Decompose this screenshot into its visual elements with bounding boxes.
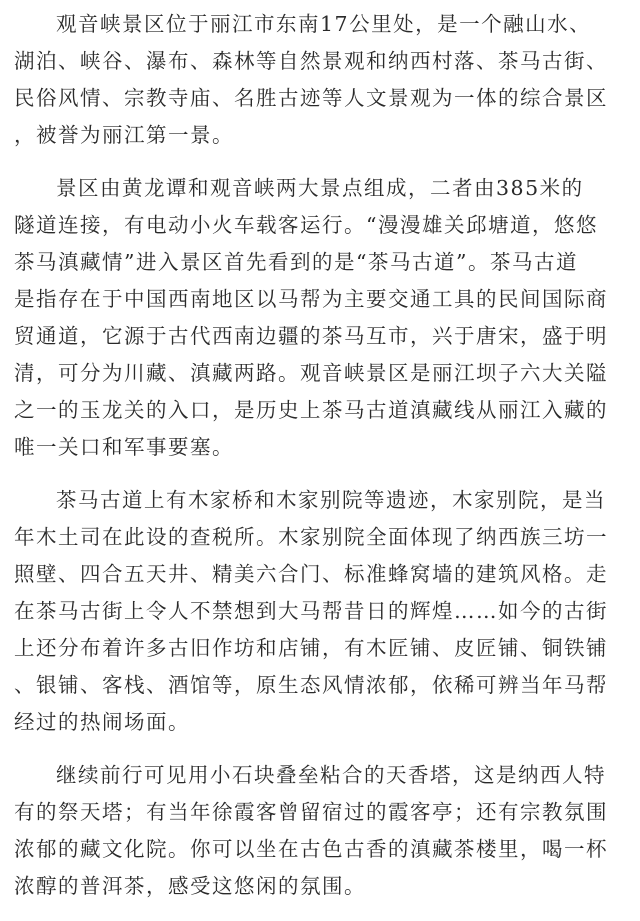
text-line: 观音峡景区位于丽江市东南17公里处，是一个融山水、 (56, 12, 592, 36)
text-line: 经过的热闹场面。 (14, 710, 190, 734)
text-line: 浓醇的普洱茶，感受这悠闲的氛围。 (14, 874, 366, 898)
text-line: ，被誉为丽江第一景。 (14, 123, 234, 147)
text-line: 隧道连接，有电动小火车载客运行。“漫漫雄关邱塘道，悠悠 (14, 213, 598, 237)
document-body (14, 6, 626, 921)
text-line: 茶马滇藏情”进入景区首先看到的是“茶马古道”。茶马古道 (14, 250, 578, 274)
text-line: 照壁、四合五天井、精美六合门、标准蜂窝墙的建筑风格。走 (14, 562, 608, 586)
text-line: 清，可分为川藏、滇藏两路。观音峡景区是丽江坝子六大关隘 (14, 361, 608, 385)
paragraph-4 (14, 757, 626, 905)
text-line: 继续前行可见用小石块叠垒粘合的天香塔，这是纳西人特 (56, 763, 606, 787)
text-line: 贸通道，它源于古代西南边疆的茶马互市，兴于唐宋，盛于明 (14, 324, 608, 348)
text-line: 是指存在于中国西南地区以马帮为主要交通工具的民间国际商 (14, 287, 608, 311)
text-line: 湖泊、峡谷、瀑布、森林等自然景观和纳西村落、茶马古街、 (14, 49, 608, 73)
paragraph-2 (14, 170, 626, 466)
text-line: 茶马古道上有木家桥和木家别院等遗迹，木家别院，是当 (56, 488, 606, 512)
text-line: 之一的玉龙关的入口，是历史上茶马古道滇藏线从丽江入藏的 (14, 398, 608, 422)
paragraph-1 (14, 6, 626, 154)
text-line: 唯一关口和军事要塞。 (14, 435, 234, 459)
text-line: 有的祭天塔；有当年徐霞客曾留宿过的霞客亭；还有宗教氛围 (14, 800, 608, 824)
text-line: 在茶马古街上令人不禁想到大马帮昔日的辉煌……如今的古街 (14, 599, 608, 623)
text-line: 景区由黄龙谭和观音峡两大景点组成，二者由385米的 (56, 176, 584, 200)
paragraph-3 (14, 482, 626, 741)
text-line: 上还分布着许多古旧作坊和店铺，有木匠铺、皮匠铺、铜铁铺 (14, 636, 608, 660)
text-line: 年木土司在此设的查税所。木家别院全面体现了纳西族三坊一 (14, 525, 608, 549)
text-line: 民俗风情、宗教寺庙、名胜古迹等人文景观为一体的综合景区 (14, 86, 608, 110)
text-line: 、银铺、客栈、酒馆等，原生态风情浓郁，依稀可辨当年马帮 (14, 673, 608, 697)
text-line: 浓郁的藏文化院。你可以坐在古色古香的滇藏茶楼里，喝一杯 (14, 837, 608, 861)
